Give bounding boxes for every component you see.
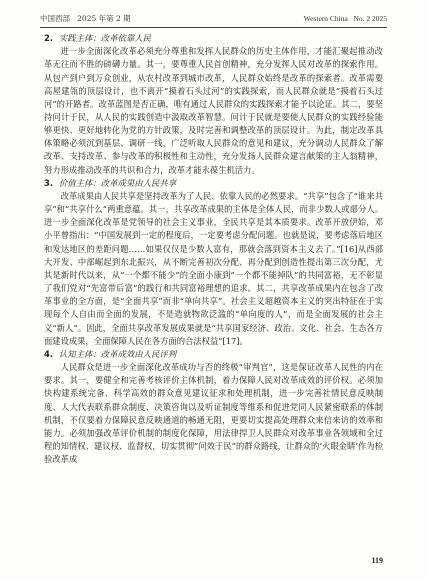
section-heading [44,177,383,190]
section-number: 4. [44,348,54,359]
body-paragraph: 改革成果由人民共享是坚持改革为了人民、依靠人民的必然要求。“共享”包含了“谁来共享”和“共享什么”两重意蕴。其一，共享改革成果的主体是全体人民，而非少数人或部分人。进一步全面深化改革是党领导的社会主义事业，全民共享是其本质要求。改革开放伊始，邓小平曾指出：“中国发展到一定的程度后，一定要考虑分配问题。也就是说，要考虑落后地区和发达地区的差距问题……如果仅仅是少数人富有，那就会落到资本主义去了。”[16]从西部大开发、中部崛起到东北振兴，从不断完善初次分配、再分配到创造性提出第三次分配，尤其是新时代以来，从“一个都不能少”的全面小康到“一个都不能掉队”的共同富裕，无不彰显了我们党对“先富带后富”的践行和共同富裕理想的追求。其二，共享改革成果内在包含了改革事业的全方面，是“全面共享”而非“单向共享”。社会主义超越资本主义的突出特征在于实现每个人自由而全面的发展，不是造就物欲泛滥的“单向度的人”，而是全面发展的社会主义“新人”。因此，全面共享改革发展成果就是“共享国家经济、政治、文化、社会、生态各方面建设成果，全面保障人民在各方面的合法权益”[17]。 [44,190,383,346]
section-heading [44,32,383,45]
section-number: 2. [44,33,54,43]
issue-cn: 2025 年第 2 期 [77,14,131,23]
body-paragraph: 进一步全面深化改革必须充分尊重和发挥人民群众的历史主体作用，才能汇聚起推动改革无往而不胜的磅礴力量。其一，要尊重人民首创精神，充分发挥人民对改革的探索作用。从包产到户到万众创业，从农村改革到城市改革，人民群众始终是改革的探索者。改革需要高屋建瓴的顶层设计，也不离开“摸着石头过河”的实践探索，而人民群众就是“摸着石头过河”的开路者。改革蓝图是否正确，唯有通过人民群众的实践探索才能予以论证。其二，要坚持问计于民，从人民的实践创造中汲取改革智慧。问计于民就是要使人民群众的实践经验能够更快、更好地转化为党的方针政策，及时完善和调整改革的顶层设计。为此，制定改革具体策略必须沉到基层、调研一线，广泛听取人民群众的意见和建议，充分调动人民群众了解改革、支持改革、参与改革的积极性和主动性，充分发扬人民群众建言献策的主人翁精神，努力形成推动改革的共识和合力，改革才能永葆生机活力。 [44,46,383,175]
header-right [304,13,387,25]
section-title: 认知主体：改革成效由人民评判 [58,348,177,359]
journal-name-en: Western China [303,14,348,23]
issue-en: No. 2 2025 [353,14,387,23]
article-body [44,32,383,466]
section-heading [44,348,383,361]
section-number: 3. [44,177,54,188]
page-number: 119 [371,556,383,565]
body-paragraph: 人民群众是进一步全面深化改革成功与否的终极“审判官”，这是保证改革人民性的内在要求。其一，要健全和完善考核评价主体机制，着力保障人民对改革成效的评价权。必须加快构建系统完备、科学高效的群众意见建议征求和处理机制，进一步完善社情民意反映制度、人大代表联系群众制度、决策咨询以及听证制度等维系和促进党同人民紧密联系的体制机制，不仅要着力保障民意反映通道的畅通无阻，更要切实提高处理群众来信来访的效率和能力。必须加强改革评价机制的制度化保障，用法律捍卫人民群众对改革事业各领域和全过程的知情权、建议权、监督权，切实贯彻“问效于民”的群众路线，让群众的‘火眼金睛’作为检验改革成 [44,362,383,465]
section-title: 实践主体：改革依靠人民 [58,33,151,43]
header-divider [40,27,387,28]
header-left [40,13,131,25]
section-title: 价值主体：改革成果由人民共享 [58,177,177,188]
journal-name-cn: 中国西部 [40,14,70,23]
running-header [40,13,387,25]
